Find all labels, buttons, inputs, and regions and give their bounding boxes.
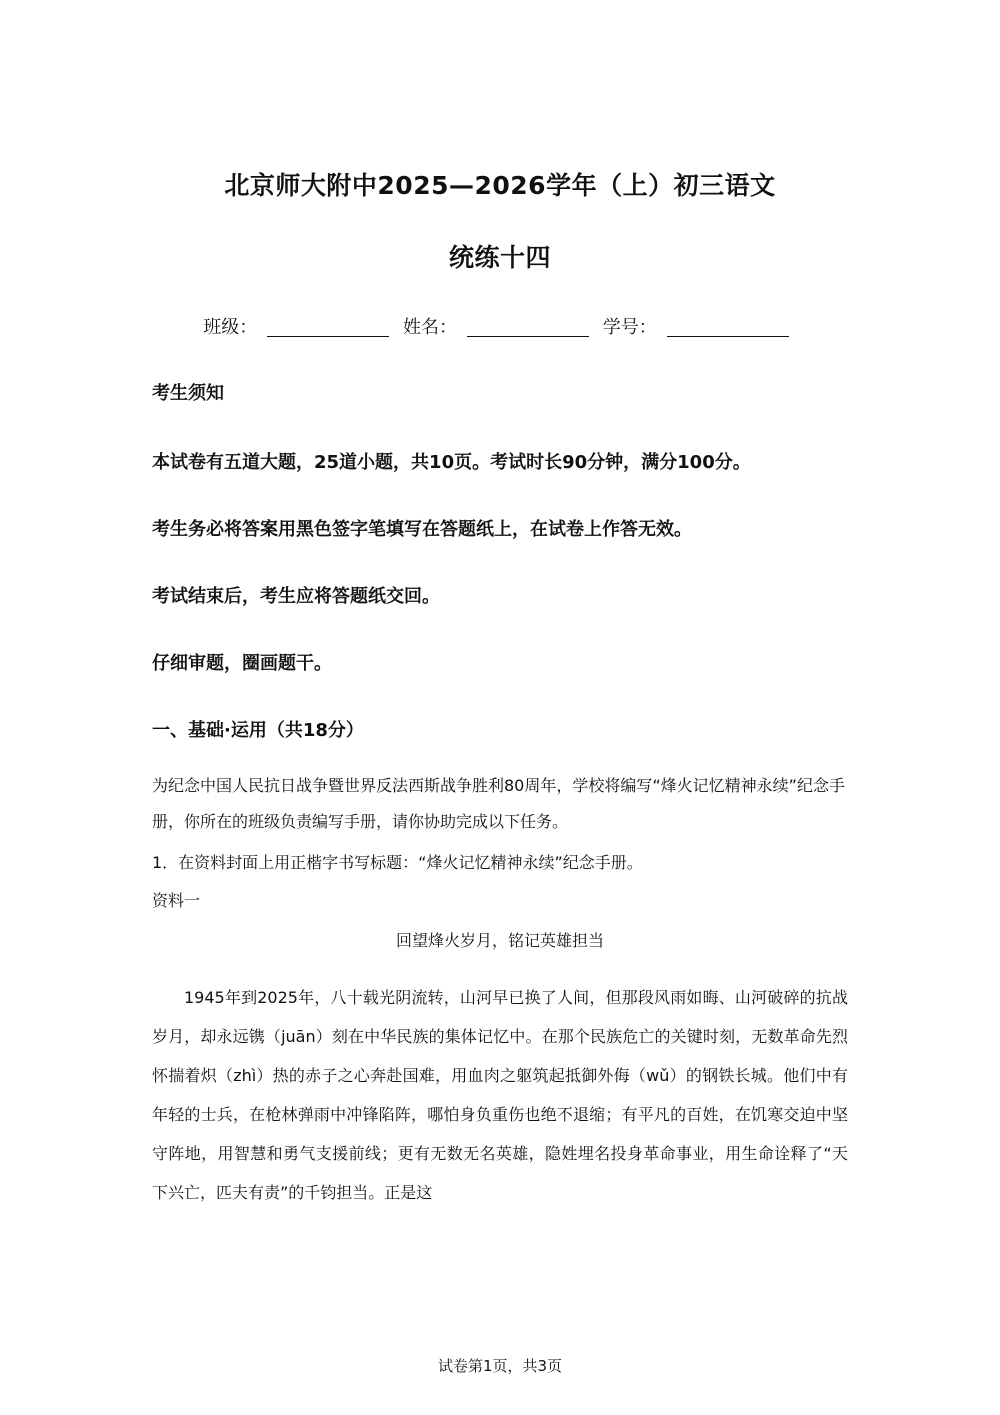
notice-item: 考试结束后，考生应将答题纸交回。 xyxy=(152,586,440,607)
notice-heading: 考生须知 xyxy=(152,383,224,404)
material-title: 回望烽火岁月，铭记英雄担当 xyxy=(395,931,604,950)
student-info-row xyxy=(0,315,1000,341)
notice-item: 本试卷有五道大题，25道小题，共10页。考试时长90分钟，满分100分。 xyxy=(152,452,751,473)
exam-subtitle: 统练十四 xyxy=(448,243,551,272)
material-label: 资料一 xyxy=(152,891,201,910)
name-label: 姓名： xyxy=(403,317,457,338)
name-blank xyxy=(467,316,589,337)
exam-title: 北京师大附中2025—2026学年（上）初三语文 xyxy=(224,171,776,200)
class-label: 班级： xyxy=(203,317,258,338)
question-1: 1．在资料封面上用正楷字书写标题：“烽火记忆精神永续”纪念手册。 xyxy=(152,853,643,872)
page-footer: 试卷第1页，共3页 xyxy=(437,1357,563,1375)
material-passage: 1945年到2025年，八十载光阴流转，山河早已换了人间，但那段风雨如晦、山河破碎的抗战岁月，却永远镌（juān）刻在中华民族的集体记忆中。在那个民族危亡的关键时刻，无数革命先烈怀揣着炽（zhì）热的赤子之心奔赴国难，用血肉之躯筑起抵御外侮（wǔ）的钢铁长城。他们中有年轻的士兵，在枪林弹雨中冲锋陷阵，哪怕身负重伤也绝不退缩；有平凡的百姓，在饥寒交迫中坚守阵地，用智慧和勇气支援前线；更有无数无名英雄，隐姓埋名投身革命事业，用生命诠释了“天下兴亡，匹夫有责”的千钧担当。正是这 xyxy=(152,988,848,1202)
section-heading: 一、基础·运用（共18分） xyxy=(152,720,364,741)
section-intro: 为纪念中国人民抗日战争暨世界反法西斯战争胜利80周年，学校将编写“烽火记忆精神永续”纪念手册，你所在的班级负责编写手册，请你协助完成以下任务。 xyxy=(152,776,845,831)
id-label: 学号： xyxy=(602,317,657,338)
notice-item: 仔细审题，圈画题干。 xyxy=(152,653,332,674)
class-blank xyxy=(267,316,389,337)
notice-item: 考生务必将答案用黑色签字笔填写在答题纸上，在试卷上作答无效。 xyxy=(152,519,692,540)
id-blank xyxy=(667,316,789,337)
